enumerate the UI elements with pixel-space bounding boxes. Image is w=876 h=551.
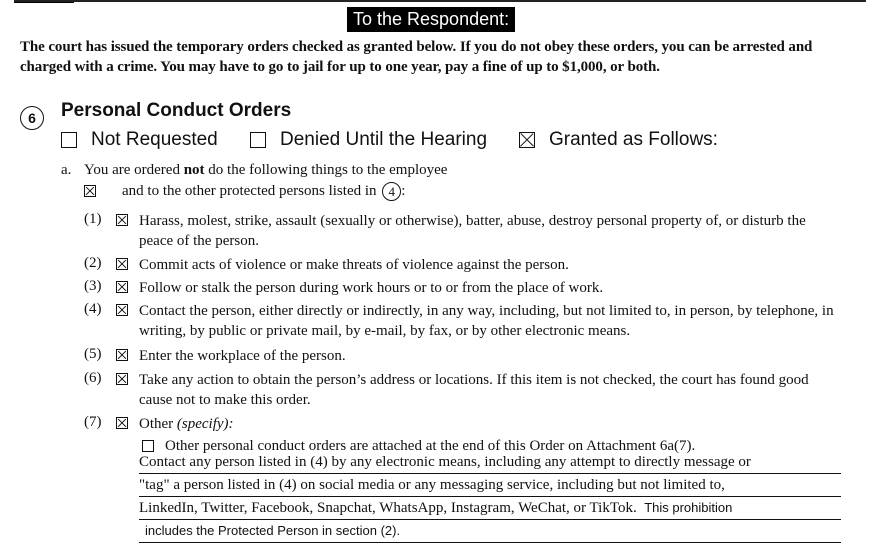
other-line-3-small: This prohibition: [644, 500, 733, 515]
respondent-heading: To the Respondent:: [347, 7, 515, 32]
option-not-requested-label: Not Requested: [91, 129, 218, 150]
item-number: (5): [84, 346, 102, 362]
option-denied-until-hearing[interactable]: [250, 129, 487, 151]
others-text: and to the other protected persons listed in: [122, 183, 377, 199]
item-number: (4): [84, 301, 102, 317]
item-number: (7): [84, 414, 102, 430]
checkbox-item-3[interactable]: [116, 281, 128, 293]
attachment-text: Other personal conduct orders are attached at the end of this Order on Attachment 6a(7).: [165, 438, 696, 454]
option-granted-label: Granted as Follows:: [549, 129, 718, 150]
other-line-3-text: LinkedIn, Twitter, Facebook, Snapchat, WhatsApp, Instagram, WeChat, or TikTok.: [139, 500, 637, 516]
item-text-7: [139, 414, 839, 434]
item-number: (1): [84, 211, 102, 227]
option-granted-as-follows[interactable]: [519, 129, 718, 151]
other-protected-persons-text: [122, 181, 405, 201]
checkbox-item-6[interactable]: [116, 373, 128, 385]
other-order-line-2[interactable]: [139, 474, 841, 497]
item-number: (2): [84, 255, 102, 271]
intro-after: do the following things to the employee: [204, 162, 448, 178]
other-order-line-4[interactable]: [139, 520, 841, 543]
other-line-4-text: includes the Protected Person in section (2).: [145, 523, 401, 538]
item-7-label: Other: [139, 416, 177, 432]
item-text-1: Harass, molest, strike, assault (sexually or otherwise), batter, abuse, destroy personal property of, or disturb the peace of the person.: [139, 213, 806, 249]
checkbox-other-protected-persons[interactable]: [84, 185, 96, 197]
checkbox-not-requested[interactable]: [61, 132, 77, 148]
other-order-line-3[interactable]: [139, 497, 841, 520]
checkbox-item-5[interactable]: [116, 349, 128, 361]
other-order-line-1[interactable]: [139, 451, 841, 474]
option-denied-label: Denied Until the Hearing: [280, 129, 488, 150]
other-line-2-text: "tag" a person listed in (4) on social media or any messaging service, including but not limited to,: [139, 477, 725, 493]
checkbox-denied-until-hearing[interactable]: [250, 132, 266, 148]
item-text-6: Take any action to obtain the person’s address or locations. If this item is not checked, the court has found good cause not to make this order.: [139, 372, 809, 408]
checkbox-item-4[interactable]: [116, 304, 128, 316]
top-rule: [14, 0, 866, 2]
item-text-4: Contact the person, either directly or indirectly, in any way, including, but not limited to, in person, by telephone, in writing, by public or private mail, by e-mail, by fax, or by other electronic means.: [139, 303, 834, 339]
item-number: (6): [84, 370, 102, 386]
checkbox-item-1[interactable]: [116, 214, 128, 226]
checkbox-item-7[interactable]: [116, 417, 128, 429]
part-a-letter: a.: [61, 162, 72, 178]
checkbox-item-2[interactable]: [116, 258, 128, 270]
intro-bold: not: [183, 162, 205, 178]
part-a-intro: [84, 160, 447, 180]
option-not-requested[interactable]: [61, 129, 218, 151]
section-number-circle: 6: [20, 106, 44, 130]
others-suffix: :: [401, 183, 406, 199]
other-line-1-text: Contact any person listed in (4) by any electronic means, including any attempt to directly message or: [139, 454, 751, 470]
item-text-2: Commit acts of violence or make threats of violence against the person.: [139, 257, 569, 273]
item-text-5: Enter the workplace of the person.: [139, 348, 346, 364]
ref-circle-4: 4: [382, 182, 401, 201]
section-title: Personal Conduct Orders: [61, 100, 292, 121]
item-text-3: Follow or stalk the person during work hours or to or from the place of work.: [139, 280, 604, 296]
specify-label: (specify):: [176, 416, 234, 432]
intro-before: You are ordered: [84, 162, 184, 178]
checkbox-granted-as-follows[interactable]: [519, 132, 535, 148]
item-number: (3): [84, 278, 102, 294]
warning-text: The court has issued the temporary orders checked as granted below. If you do not obey these orders, you can be arrested and charged with a crime. You may have to go to jail for up to one year, pay a fine of up to $1,000, or both.: [20, 39, 813, 75]
